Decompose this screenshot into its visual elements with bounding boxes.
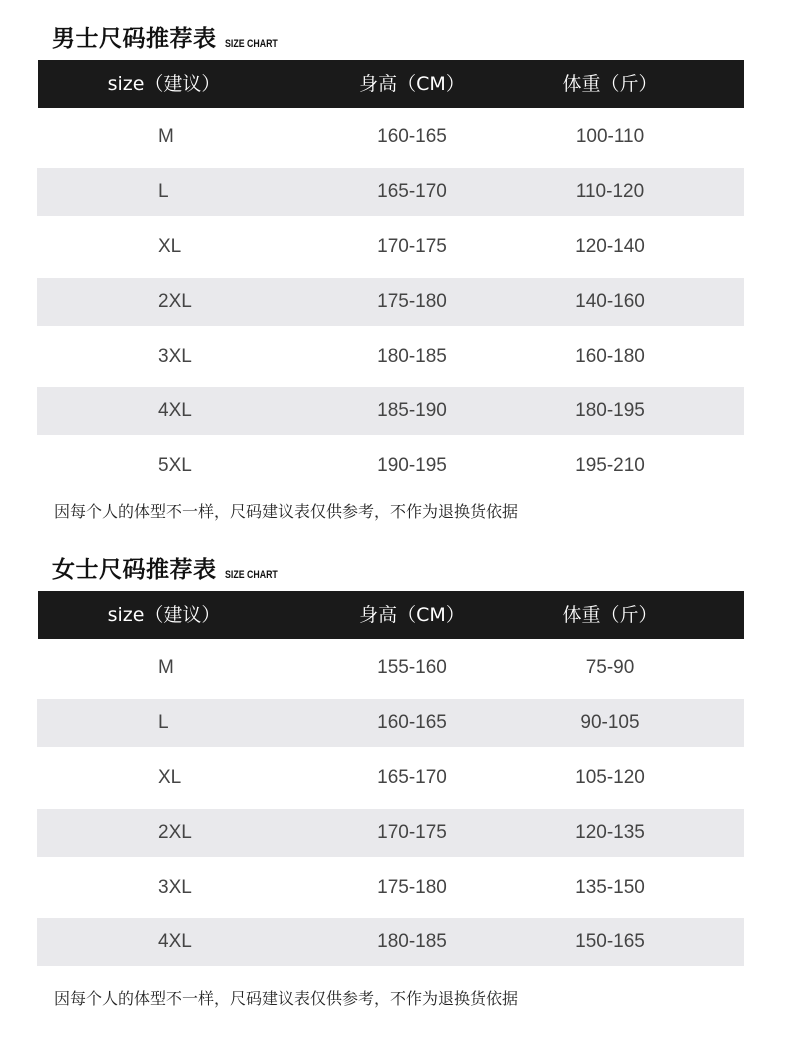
size-cell: 3XL xyxy=(158,346,192,367)
height-cell: 175-180 xyxy=(377,291,447,312)
men-title-row xyxy=(52,22,291,52)
men-table-header xyxy=(38,60,744,108)
men-disclaimer-note: 因每个人的体型不一样，尺码建议表仅供参考，不作为退换货依据 xyxy=(54,502,519,521)
weight-cell: 120-140 xyxy=(575,236,645,257)
size-cell: 5XL xyxy=(158,455,192,476)
table-row xyxy=(37,918,744,966)
header-height: 身高（CM） xyxy=(359,604,465,626)
table-row xyxy=(37,644,744,692)
size-cell: 2XL xyxy=(158,291,192,312)
men-title: 男士尺码推荐表 xyxy=(52,26,217,52)
women-disclaimer-note: 因每个人的体型不一样，尺码建议表仅供参考，不作为退换货依据 xyxy=(54,989,519,1008)
weight-cell: 160-180 xyxy=(575,346,645,367)
height-cell: 155-160 xyxy=(377,657,447,678)
weight-cell: 150-165 xyxy=(575,931,645,952)
header-weight: 体重（斤） xyxy=(562,73,658,95)
size-cell: M xyxy=(158,126,174,147)
women-title: 女士尺码推荐表 xyxy=(52,557,217,583)
weight-cell: 120-135 xyxy=(575,822,645,843)
size-cell: XL xyxy=(158,767,182,788)
header-height: 身高（CM） xyxy=(359,73,465,95)
weight-cell: 140-160 xyxy=(575,291,645,312)
men-subtitle: SIZE CHART xyxy=(224,38,278,50)
header-size: size（建议） xyxy=(107,73,221,95)
weight-cell: 110-120 xyxy=(575,181,645,202)
weight-cell: 100-110 xyxy=(575,126,645,147)
table-row xyxy=(37,333,744,381)
height-cell: 190-195 xyxy=(377,455,447,476)
height-cell: 180-185 xyxy=(377,931,447,952)
women-table-header xyxy=(38,591,744,639)
header-size: size（建议） xyxy=(107,604,221,626)
size-cell: 3XL xyxy=(158,877,192,898)
weight-cell: 135-150 xyxy=(575,877,645,898)
size-cell: XL xyxy=(158,236,182,257)
height-cell: 165-170 xyxy=(377,767,447,788)
women-subtitle: SIZE CHART xyxy=(224,569,278,581)
size-cell: 2XL xyxy=(158,822,192,843)
height-cell: 170-175 xyxy=(377,822,447,843)
weight-cell: 75-90 xyxy=(585,657,635,678)
women-title-row xyxy=(52,553,291,583)
table-row xyxy=(37,168,744,216)
table-row xyxy=(37,754,744,802)
weight-cell: 195-210 xyxy=(575,455,645,476)
table-row xyxy=(37,387,744,435)
table-row xyxy=(37,864,744,912)
header-weight: 体重（斤） xyxy=(562,604,658,626)
height-cell: 180-185 xyxy=(377,346,447,367)
table-row xyxy=(37,809,744,857)
table-row xyxy=(37,223,744,271)
size-cell: 4XL xyxy=(158,400,192,421)
height-cell: 185-190 xyxy=(377,400,447,421)
table-row xyxy=(37,699,744,747)
height-cell: 175-180 xyxy=(377,877,447,898)
weight-cell: 105-120 xyxy=(575,767,645,788)
weight-cell: 180-195 xyxy=(575,400,645,421)
height-cell: 165-170 xyxy=(377,181,447,202)
height-cell: 160-165 xyxy=(377,126,447,147)
table-row xyxy=(37,442,744,490)
weight-cell: 90-105 xyxy=(580,712,640,733)
size-cell: 4XL xyxy=(158,931,192,952)
height-cell: 170-175 xyxy=(377,236,447,257)
table-row xyxy=(37,278,744,326)
size-cell: L xyxy=(158,181,169,202)
size-cell: M xyxy=(158,657,174,678)
size-cell: L xyxy=(158,712,169,733)
height-cell: 160-165 xyxy=(377,712,447,733)
table-row xyxy=(37,113,744,161)
